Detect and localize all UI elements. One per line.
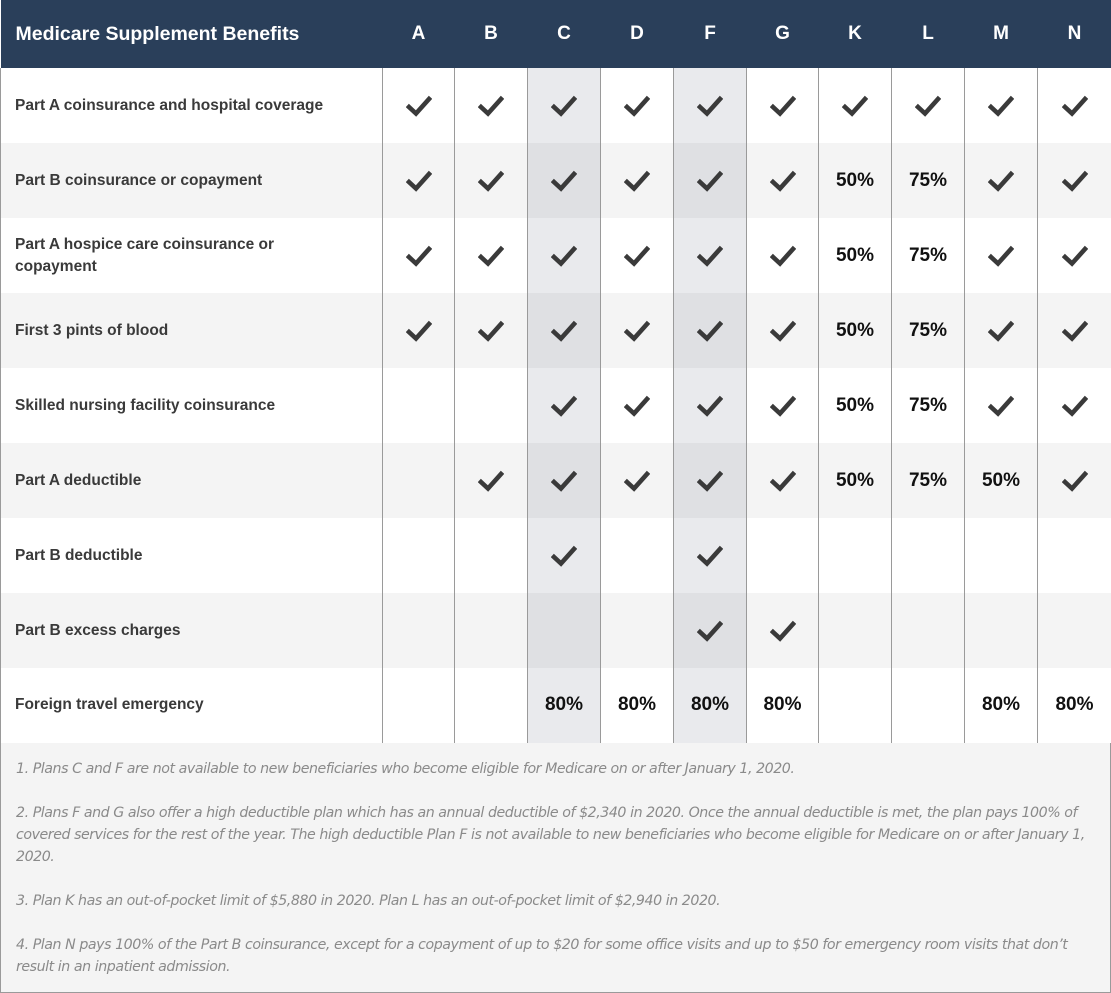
check-icon	[697, 395, 723, 417]
check-icon	[406, 170, 432, 192]
cell-plan-n	[1038, 218, 1111, 293]
cell-plan-d	[601, 218, 674, 293]
cell-plan-d	[601, 518, 674, 593]
cell-plan-l	[892, 593, 965, 668]
cell-plan-k	[819, 443, 892, 518]
check-icon	[551, 245, 577, 267]
cell-plan-d	[601, 668, 674, 743]
cell-plan-l	[892, 68, 965, 143]
benefit-label: First 3 pints of blood	[1, 293, 383, 368]
cell-plan-k	[819, 143, 892, 218]
check-icon	[1062, 320, 1088, 342]
cell-plan-k	[819, 518, 892, 593]
cell-plan-b	[455, 218, 528, 293]
coverage-percent: 50%	[835, 169, 875, 191]
check-icon	[551, 170, 577, 192]
check-icon	[624, 320, 650, 342]
check-icon	[1062, 470, 1088, 492]
check-icon	[697, 320, 723, 342]
table-title: Medicare Supplement Benefits	[15, 22, 300, 45]
cell-plan-c	[528, 368, 601, 443]
cell-plan-m	[965, 668, 1038, 743]
check-icon	[478, 170, 504, 192]
coverage-percent: 80%	[690, 694, 730, 716]
cell-plan-k	[819, 293, 892, 368]
benefit-label: Part B excess charges	[1, 593, 383, 668]
cell-plan-l	[892, 293, 965, 368]
check-icon	[551, 545, 577, 567]
cell-plan-f	[674, 218, 747, 293]
cell-plan-a	[383, 368, 455, 443]
cell-plan-d	[601, 293, 674, 368]
cell-plan-k	[819, 668, 892, 743]
check-icon	[1062, 395, 1088, 417]
check-icon	[770, 470, 796, 492]
benefit-label: Part A coinsurance and hospital coverage	[1, 68, 383, 143]
check-icon	[770, 170, 796, 192]
cell-plan-c	[528, 218, 601, 293]
check-icon	[988, 95, 1014, 117]
table-body	[1, 68, 1111, 743]
cell-plan-b	[455, 68, 528, 143]
check-icon	[624, 170, 650, 192]
check-icon	[988, 245, 1014, 267]
check-icon	[551, 470, 577, 492]
cell-plan-f	[674, 368, 747, 443]
check-icon	[624, 245, 650, 267]
cell-plan-l	[892, 218, 965, 293]
coverage-percent: 80%	[981, 694, 1021, 716]
coverage-percent: 75%	[908, 319, 948, 341]
cell-plan-k	[819, 218, 892, 293]
cell-plan-a	[383, 143, 455, 218]
coverage-percent: 50%	[835, 319, 875, 341]
cell-plan-m	[965, 593, 1038, 668]
coverage-percent: 50%	[835, 394, 875, 416]
plan-header-k: K	[848, 23, 862, 44]
cell-plan-g	[747, 143, 819, 218]
table-row	[1, 143, 1111, 218]
footnotes-panel	[0, 743, 1111, 993]
coverage-percent: 75%	[908, 469, 948, 491]
cell-plan-m	[965, 218, 1038, 293]
cell-plan-n	[1038, 293, 1111, 368]
cell-plan-l	[892, 518, 965, 593]
cell-plan-b	[455, 368, 528, 443]
cell-plan-n	[1038, 68, 1111, 143]
coverage-percent: 50%	[835, 469, 875, 491]
check-icon	[624, 395, 650, 417]
cell-plan-n	[1038, 368, 1111, 443]
cell-plan-b	[455, 443, 528, 518]
check-icon	[988, 320, 1014, 342]
check-icon	[697, 245, 723, 267]
cell-plan-n	[1038, 593, 1111, 668]
cell-plan-n	[1038, 668, 1111, 743]
cell-plan-n	[1038, 143, 1111, 218]
coverage-percent: 80%	[1055, 694, 1094, 716]
cell-plan-d	[601, 68, 674, 143]
cell-plan-b	[455, 668, 528, 743]
cell-plan-l	[892, 143, 965, 218]
check-icon	[478, 95, 504, 117]
cell-plan-c	[528, 518, 601, 593]
check-icon	[406, 320, 432, 342]
cell-plan-d	[601, 593, 674, 668]
cell-plan-d	[601, 143, 674, 218]
table-row	[1, 218, 1111, 293]
plan-header-b: B	[484, 23, 498, 44]
cell-plan-c	[528, 68, 601, 143]
cell-plan-f	[674, 668, 747, 743]
cell-plan-c	[528, 293, 601, 368]
cell-plan-f	[674, 68, 747, 143]
coverage-percent: 80%	[617, 694, 657, 716]
benefit-label: Part B deductible	[1, 518, 383, 593]
cell-plan-m	[965, 518, 1038, 593]
cell-plan-m	[965, 143, 1038, 218]
cell-plan-c	[528, 143, 601, 218]
benefit-label: Skilled nursing facility coinsurance	[1, 368, 383, 443]
check-icon	[770, 95, 796, 117]
check-icon	[1062, 170, 1088, 192]
check-icon	[406, 245, 432, 267]
cell-plan-a	[383, 293, 455, 368]
coverage-percent: 50%	[981, 469, 1021, 491]
check-icon	[406, 95, 432, 117]
check-icon	[988, 395, 1014, 417]
cell-plan-l	[892, 443, 965, 518]
cell-plan-l	[892, 668, 965, 743]
cell-plan-m	[965, 443, 1038, 518]
check-icon	[842, 95, 868, 117]
cell-plan-f	[674, 593, 747, 668]
check-icon	[551, 95, 577, 117]
plan-header-m: M	[993, 23, 1009, 44]
benefit-label: Part A deductible	[1, 443, 383, 518]
cell-plan-k	[819, 593, 892, 668]
check-icon	[770, 245, 796, 267]
check-icon	[624, 470, 650, 492]
check-icon	[697, 545, 723, 567]
cell-plan-a	[383, 218, 455, 293]
cell-plan-f	[674, 293, 747, 368]
cell-plan-m	[965, 68, 1038, 143]
cell-plan-m	[965, 368, 1038, 443]
cell-plan-a	[383, 68, 455, 143]
plan-header-g: G	[775, 23, 790, 44]
cell-plan-g	[747, 443, 819, 518]
check-icon	[551, 395, 577, 417]
cell-plan-f	[674, 143, 747, 218]
table-row	[1, 668, 1111, 743]
plan-header-f: F	[704, 23, 716, 44]
check-icon	[697, 470, 723, 492]
cell-plan-g	[747, 668, 819, 743]
plan-header-n: N	[1067, 23, 1082, 44]
cell-plan-a	[383, 443, 455, 518]
cell-plan-c	[528, 443, 601, 518]
check-icon	[697, 620, 723, 642]
benefit-label: Part A hospice care coinsurance or copayment	[1, 218, 383, 293]
coverage-percent: 75%	[908, 244, 948, 266]
cell-plan-c	[528, 593, 601, 668]
table-row	[1, 68, 1111, 143]
check-icon	[770, 320, 796, 342]
plan-header-l: L	[922, 23, 934, 44]
table-row	[1, 293, 1111, 368]
cell-plan-b	[455, 143, 528, 218]
coverage-percent: 75%	[908, 394, 948, 416]
benefit-label: Part B coinsurance or copayment	[1, 143, 383, 218]
coverage-percent: 75%	[908, 169, 948, 191]
cell-plan-a	[383, 593, 455, 668]
plan-header-d: D	[630, 23, 644, 44]
cell-plan-l	[892, 368, 965, 443]
check-icon	[770, 395, 796, 417]
table-row	[1, 593, 1111, 668]
check-icon	[478, 320, 504, 342]
check-icon	[478, 245, 504, 267]
check-icon	[478, 470, 504, 492]
table-header	[1, 0, 1111, 68]
footnote-2: 2. Plans F and G also offer a high deductible plan which has an annual deductible of $2,340 in 2020. Once the annual deductible is met, the plan pays 100% of covered services for the rest of the year. The high deductible Plan F is not available to new beneficiaries who become eligible for Medicare on or after January 1, 2020.	[16, 805, 1085, 865]
check-icon	[697, 95, 723, 117]
cell-plan-g	[747, 593, 819, 668]
cell-plan-a	[383, 668, 455, 743]
check-icon	[770, 620, 796, 642]
table-row	[1, 368, 1111, 443]
cell-plan-g	[747, 293, 819, 368]
cell-plan-g	[747, 218, 819, 293]
cell-plan-a	[383, 518, 455, 593]
check-icon	[697, 170, 723, 192]
footnote-4: 4. Plan N pays 100% of the Part B coinsurance, except for a copayment of up to $20 for some office visits and up to $50 for emergency room visits that don’t result in an inpatient admission.	[16, 937, 1068, 975]
plan-header-a: A	[411, 23, 426, 44]
check-icon	[551, 320, 577, 342]
check-icon	[1062, 95, 1088, 117]
cell-plan-c	[528, 668, 601, 743]
cell-plan-g	[747, 368, 819, 443]
cell-plan-g	[747, 68, 819, 143]
plan-header-c: C	[557, 23, 571, 44]
cell-plan-f	[674, 518, 747, 593]
cell-plan-d	[601, 443, 674, 518]
coverage-percent: 80%	[763, 694, 802, 716]
cell-plan-g	[747, 518, 819, 593]
check-icon	[915, 95, 941, 117]
cell-plan-k	[819, 68, 892, 143]
cell-plan-b	[455, 593, 528, 668]
cell-plan-m	[965, 293, 1038, 368]
cell-plan-b	[455, 293, 528, 368]
footnote-3: 3. Plan K has an out-of-pocket limit of $5,880 in 2020. Plan L has an out-of-pocket limit of $2,940 in 2020.	[16, 893, 721, 909]
table-row	[1, 518, 1111, 593]
footnote-1: 1. Plans C and F are not available to new beneficiaries who become eligible for Medicare on or after January 1, 2020.	[16, 761, 795, 777]
check-icon	[988, 170, 1014, 192]
cell-plan-d	[601, 368, 674, 443]
check-icon	[1062, 245, 1088, 267]
cell-plan-b	[455, 518, 528, 593]
coverage-percent: 80%	[544, 694, 584, 716]
coverage-percent: 50%	[835, 244, 875, 266]
table-row	[1, 443, 1111, 518]
check-icon	[624, 95, 650, 117]
cell-plan-f	[674, 443, 747, 518]
benefit-label: Foreign travel emergency	[1, 668, 383, 743]
cell-plan-k	[819, 368, 892, 443]
cell-plan-n	[1038, 518, 1111, 593]
cell-plan-n	[1038, 443, 1111, 518]
